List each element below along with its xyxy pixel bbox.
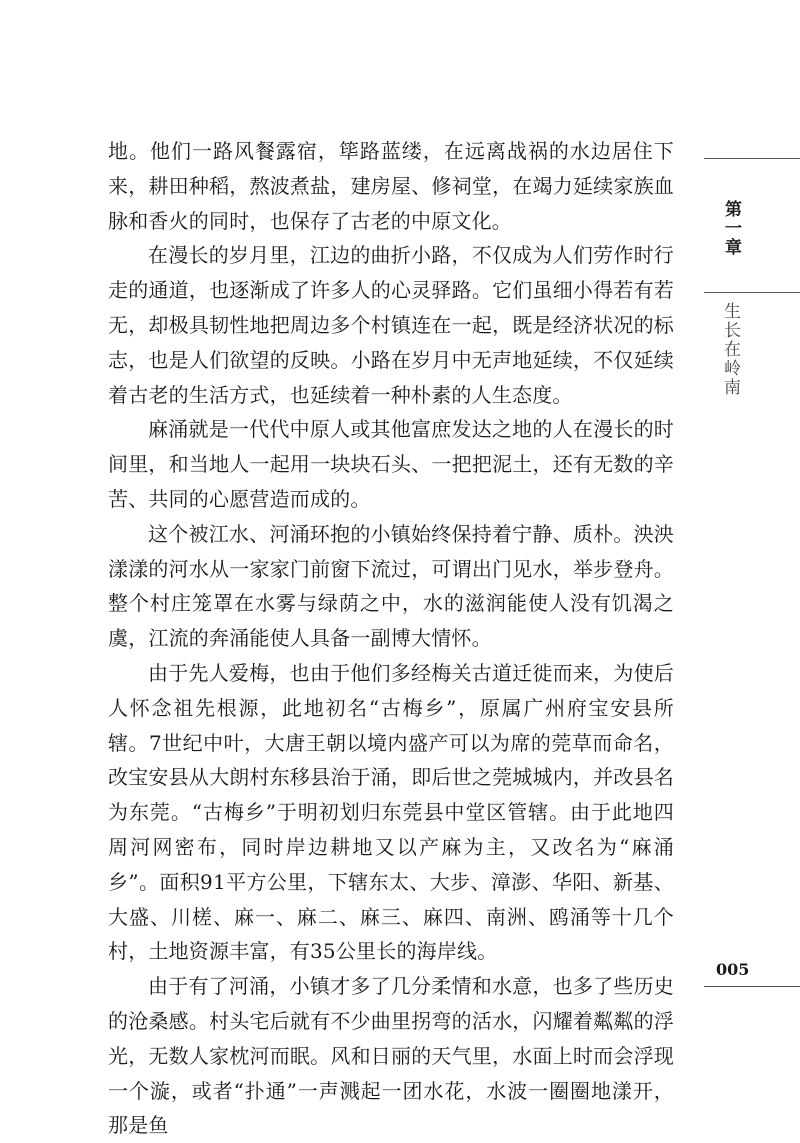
paragraph-6: 由于有了河涌，小镇才多了几分柔情和水意，也多了些历史的沧桑感。村头宅后就有不少曲里拐弯的活水，闪耀着粼粼的浮光，无数人家枕河而眠。风和日丽的天气里，水面上时而会浮现一个漩，或者“扑通”一声溅起一团水花，水波一圈圈地漾开，那是鱼 — [108, 974, 674, 1138]
paragraph-3: 麻涌就是一代代中原人或其他富庶发达之地的人在漫长的时间里，和当地人一起用一块块石头、一把把泥土，还有无数的辛苦、共同的心愿营造而成的。 — [108, 417, 674, 511]
sidebar-middle-rule — [704, 292, 800, 293]
paragraph-1: 地。他们一路风餐露宿，筚路蓝缕，在远离战祸的水边居住下来，耕田种稻，熬波煮盐，建房屋、修祠堂，在竭力延续家族血脉和香火的同时，也保存了古老的中原文化。 — [108, 139, 674, 233]
sidebar-top-rule — [704, 158, 800, 159]
paragraph-4: 这个被江水、河涌环抱的小镇始终保持着宁静、质朴。泱泱漾漾的河水从一家家门前窗下流过，可谓出门见水，举步登舟。整个村庄笼罩在水雾与绿荫之中，水的滋润能使人没有饥渴之虞，江流的奔涌能使人具备一副博大情怀。 — [108, 521, 674, 651]
paragraph-2: 在漫长的岁月里，江边的曲折小路，不仅成为人们劳作时行走的通道，也逐渐成了许多人的心灵驿路。它们虽细小得若有若无，却极具韧性地把周边多个村镇连在一起，既是经济状况的标志，也是人们欲望的反映。小路在岁月中无声地延续，不仅延续着古老的生活方式，也延续着一种朴素的人生态度。 — [108, 243, 674, 407]
page-number-rule — [704, 986, 800, 987]
page-number: 005 — [716, 960, 750, 979]
body-text — [108, 134, 674, 1143]
section-label: 生长在岭南 — [720, 302, 740, 397]
paragraph-5: 由于先人爱梅，也由于他们多经梅关古道迁徙而来，为使后人怀念祖先根源，此地初名“古梅乡”，原属广州府宝安县所辖。7世纪中叶，大唐王朝以境内盛产可以为席的莞草而命名，改宝安县从大朗村东移县治于涌，即后世之莞城城内，并改县名为东莞。“古梅乡”于明初划归东莞县中堂区管辖。由于此地四周河网密布，同时岸边耕地又以产麻为主，又改名为“麻涌乡”。面积91平方公里，下辖东太、大步、漳澎、华阳、新基、大盛、川槎、麻一、麻二、麻三、麻四、南洲、鸥涌等十几个村，土地资源丰富，有35公里长的海岸线。 — [108, 660, 674, 964]
chapter-label: 第一章 — [721, 200, 741, 257]
